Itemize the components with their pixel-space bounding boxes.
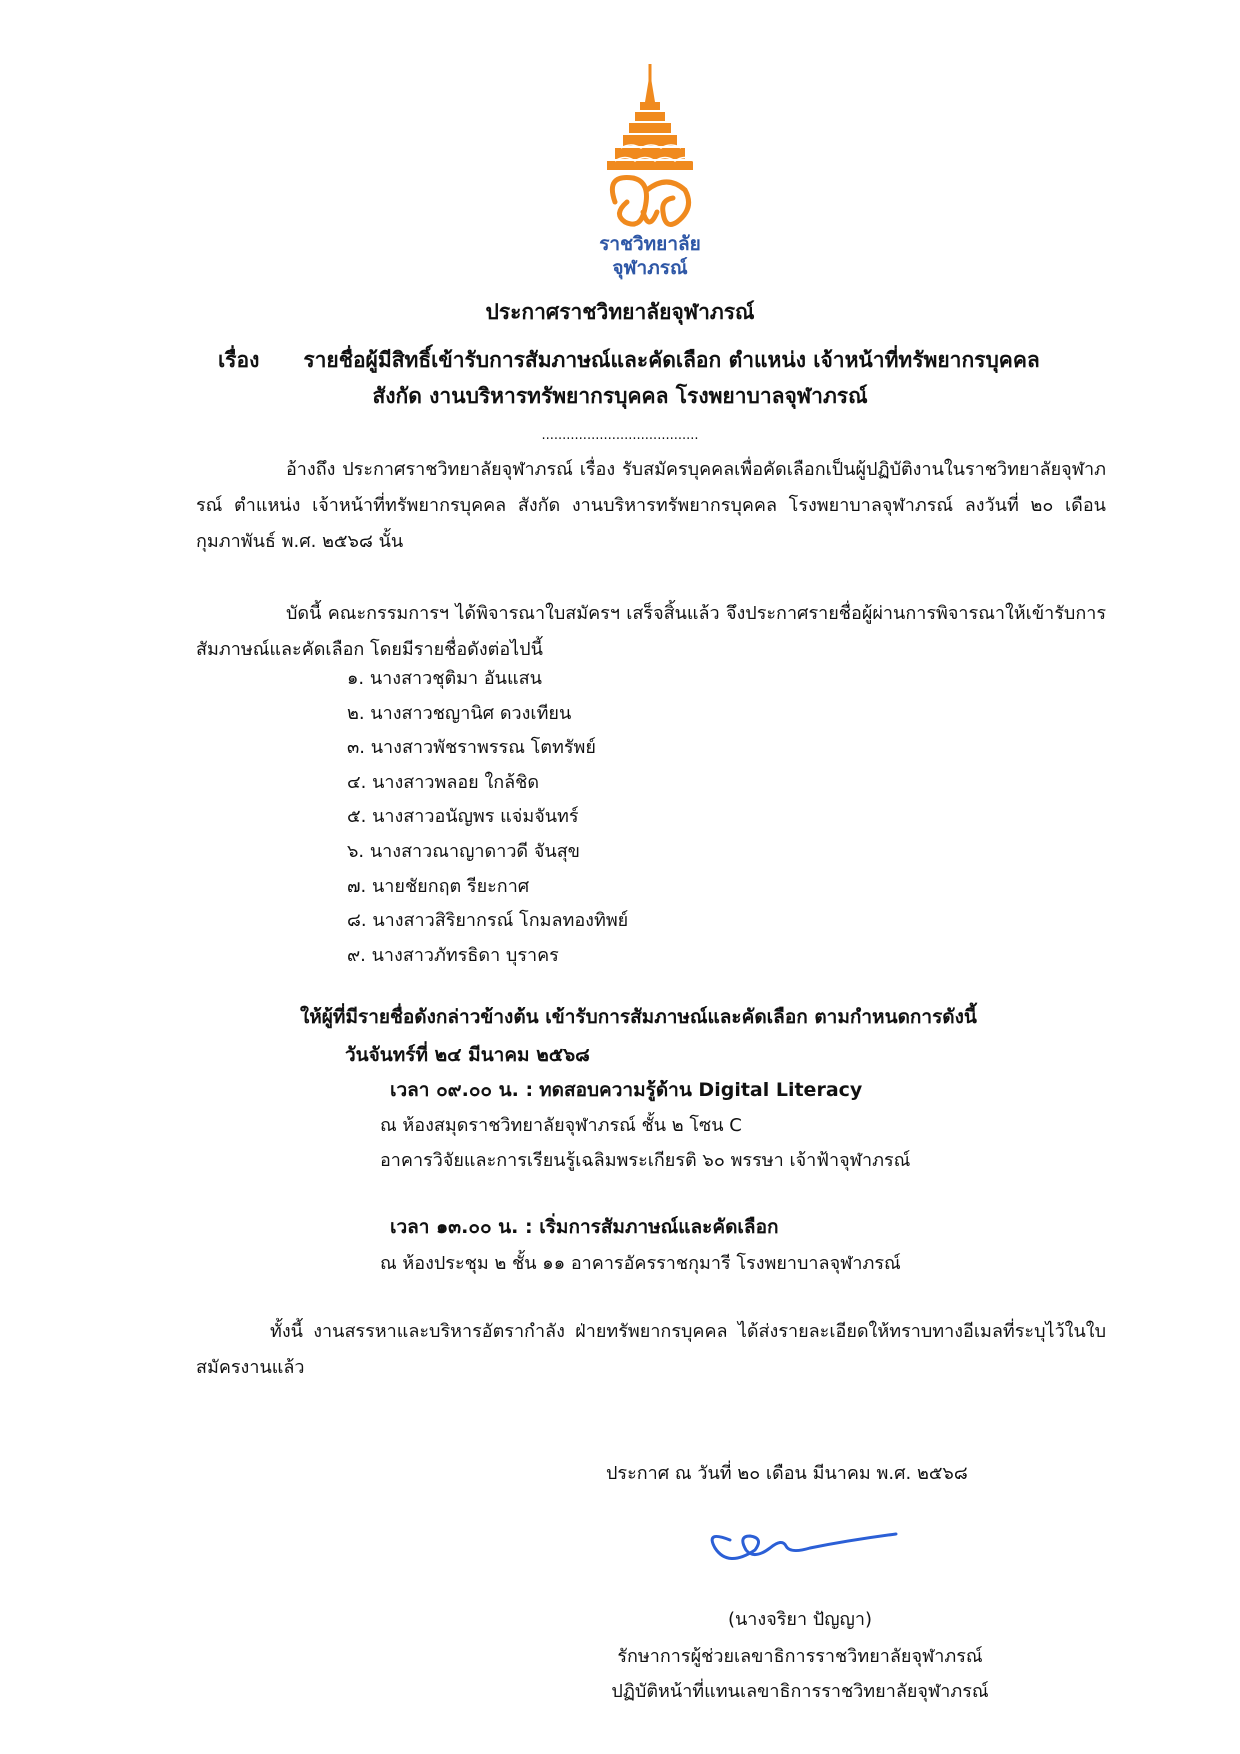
session-1-place-1: ณ ห้องสมุดราชวิทยาลัยจุฬาภรณ์ ชั้น ๒ โซน C [380, 1115, 742, 1136]
list-item: ๔. นางสาวพลอย ใกล้ชิด [347, 771, 540, 793]
list-item: ๓. นางสาวพัชราพรรณ โตทรัพย์ [347, 737, 596, 759]
list-item: ๘. นางสาวสิริยากรณ์ โกมลทองทิพย์ [347, 910, 629, 932]
session-1-place-2: อาคารวิจัยและการเรียนรู้เฉลิมพระเกียรติ ๖๐ พรรษา เจ้าฟ้าจุฬาภรณ์ [380, 1150, 911, 1171]
session-2 [390, 1212, 778, 1242]
list-item: ๖. นางสาวณาญาดาวดี จันสุข [347, 840, 580, 862]
college-logo-text [555, 232, 745, 280]
candidate-list [347, 662, 628, 973]
list-item: ๑. นางสาวชุติมา อันแสน [347, 668, 542, 689]
closing-paragraph: ทั้งนี้ งานสรรหาและบริหารอัตรากำลัง ฝ่ายทรัพยากรบุคคล ได้ส่งรายละเอียดให้ทราบทางอีเมลที่ระบุไว้ในใบสมัครงานแล้ว [196, 1321, 1106, 1378]
schedule-intro: ให้ผู้ที่มีรายชื่อดังกล่าวข้างต้น เข้ารับการสัมภาษณ์และคัดเลือก ตามกำหนดการดังนี้ [300, 1006, 977, 1028]
schedule-date: วันจันทร์ที่ ๒๔ มีนาคม ๒๕๖๘ [345, 1044, 590, 1066]
signer-role-2: ปฏิบัติหน้าที่แทนเลขาธิการราชวิทยาลัยจุฬาภรณ์ [611, 1681, 989, 1702]
announcement-date: ประกาศ ณ วันที่ ๒๐ เดือน มีนาคม พ.ศ. ๒๕๖๘ [606, 1463, 968, 1484]
session-2-time: เวลา ๑๓.๐๐ น. : [390, 1216, 533, 1238]
announcement-paragraph: บัดนี้ คณะกรรมการฯ ได้พิจารณาใบสมัครฯ เสร็จสิ้นแล้ว จึงประกาศรายชื่อผู้ผ่านการพิจารณาให้เข้ารับการสัมภาษณ์และคัดเลือก โดยมีรายชื่อดังต่อไปนี้ [196, 603, 1106, 660]
subject-line-2: สังกัด งานบริหารทรัพยากรบุคคล โรงพยาบาลจุฬาภรณ์ [372, 384, 868, 408]
session-2-title: เริ่มการสัมภาษณ์และคัดเลือก [539, 1216, 779, 1238]
signer-name: (นางจริยา ปัญญา) [727, 1609, 873, 1630]
list-item: ๕. นางสาวอนัญพร แจ่มจันทร์ [347, 806, 579, 828]
list-item: ๗. นายชัยกฤต รียะกาศ [347, 875, 530, 897]
session-1 [390, 1075, 862, 1105]
subject-line [218, 344, 1040, 377]
list-item: ๙. นางสาวภัทรธิดา บุราคร [347, 944, 559, 966]
subject-text: รายชื่อผู้มีสิทธิ์เข้ารับการสัมภาษณ์และคัดเลือก ตำแหน่ง เจ้าหน้าที่ทรัพยากรบุคคล [303, 348, 1040, 372]
session-1-time: เวลา ๐๙.๐๐ น. : [390, 1079, 534, 1101]
announcement-title: ประกาศราชวิทยาลัยจุฬาภรณ์ [485, 300, 755, 324]
reference-paragraph: อ้างถึง ประกาศราชวิทยาลัยจุฬาภรณ์ เรื่อง รับสมัครบุคคลเพื่อคัดเลือกเป็นผู้ปฏิบัติงานในราชวิทยาลัยจุฬาภรณ์ ตำแหน่ง เจ้าหน้าที่ทรัพยากรบุคคล สังกัด งานบริหารทรัพยากรบุคคล โรงพยาบาลจุฬาภรณ์ ลงวันที่ ๒๐ เดือน กุมภาพันธ์ พ.ศ. ๒๕๖๘ นั้น [196, 459, 1106, 552]
logo-line-2: จุฬาภรณ์ [612, 257, 688, 279]
separator: ...................................... [541, 428, 699, 443]
session-2-place: ณ ห้องประชุม ๒ ชั้น ๑๑ อาคารอัครราชกุมารี โรงพยาบาลจุฬาภรณ์ [380, 1253, 901, 1274]
list-item: ๒. นางสาวชญานิศ ดวงเทียน [347, 702, 572, 724]
signature-icon [700, 1510, 900, 1570]
subject-label: เรื่อง [218, 348, 260, 372]
signer-role-1: รักษาการผู้ช่วยเลขาธิการราชวิทยาลัยจุฬาภรณ์ [617, 1646, 983, 1667]
session-1-title: ทดสอบความรู้ด้าน Digital Literacy [539, 1079, 863, 1101]
logo-line-1: ราชวิทยาลัย [599, 233, 701, 255]
